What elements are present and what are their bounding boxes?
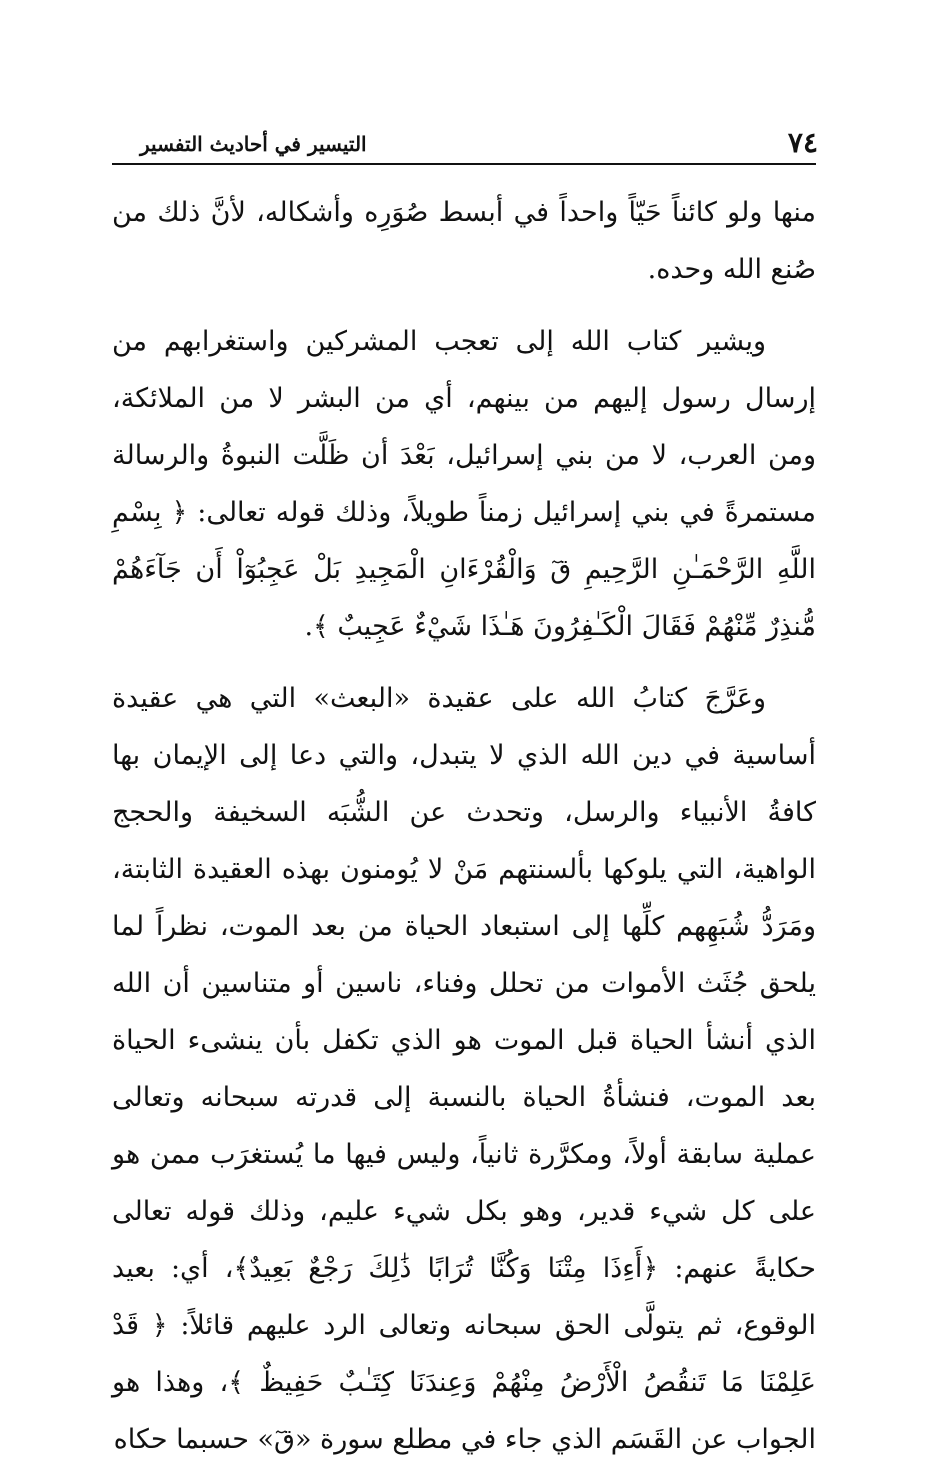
paragraph-2: ويشير كتاب الله إلى تعجب المشركين واستغرابهم من إرسال رسول إليهم من بينهم، أي من البشر لا من الملائكة، ومن العرب، لا من بني إسرائيل، بَعْدَ أن ظَلَّت النبوةُ والرسالة مستمرةً في بني إسرائيل زمناً طويلاً، وذلك قوله تعالى: ﴿ بِسْمِ اللَّهِ الرَّحْمَـٰنِ الرَّحِيمِ قٓ وَالْقُرْءَانِ الْمَجِيدِ بَلْ عَجِبُوٓاْ أَن جَآءَهُمْ مُّنذِرٌ مِّنْهُمْ فَقَالَ الْكَـٰفِرُونَ هَـٰذَا شَيْءٌ عَجِيبٌ ﴾. xyxy=(112,326,816,642)
page-number: ٧٤ xyxy=(787,126,818,159)
running-title: التيسير في أحاديث التفسير xyxy=(140,132,367,156)
header-divider xyxy=(112,163,816,165)
paragraph-3: وعَرَّجَ كتابُ الله على عقيدة «البعث» التي هي عقيدة أساسية في دين الله الذي لا يتبدل، والتي دعا إلى الإيمان بها كافةُ الأنبياء والرسل، وتحدث عن الشُّبَه السخيفة والحجج الواهية، التي يلوكها بألسنتهم مَنْ لا يُومنون بهذه العقيدة الثابتة، ومَرَدُّ شُبَهِهم كلِّها إلى استبعاد الحياة من بعد الموت، نظراً لما يلحق جُثَث الأموات من تحلل وفناء، ناسين أو متناسين أن الله الذي أنشأ الحياة قبل الموت هو الذي تكفل بأن ينشىء الحياة بعد الموت، فنشأةُ الحياة بالنسبة إلى قدرته سبحانه وتعالى عملية سابقة أولاً، ومكرَّرة ثانياً، وليس فيها ما يُستغرَب ممن هو على كل شيء قدير، وهو بكل شيء عليم، وذلك قوله تعالى حكايةً عنهم: ﴿أَءِذَا مِتْنَا وَكُنَّا تُرَابًا ذَٰلِكَ رَجْعٌ بَعِيدٌ﴾، أي: بعيد الوقوع، ثم يتولَّى الحق سبحانه وتعالى الرد عليهم قائلاً: ﴿ قَدْ عَلِمْنَا مَا تَنقُصُ الْأَرْضُ مِنْهُمْ وَعِندَنَا كِتَـٰبٌ حَفِيظٌ ﴾، وهذا هو الجواب عن القَسَم الذي جاء في مطلع سورة «قٓ» حسبما حكاه xyxy=(112,683,816,1455)
paragraph-1: منها ولو كائناً حَيّاً واحداً في أبسط صُوَرِه وأشكاله، لأنَّ ذلك من صُنع الله وحده. xyxy=(112,197,816,285)
body-text xyxy=(112,184,816,1468)
page-header xyxy=(118,122,818,164)
